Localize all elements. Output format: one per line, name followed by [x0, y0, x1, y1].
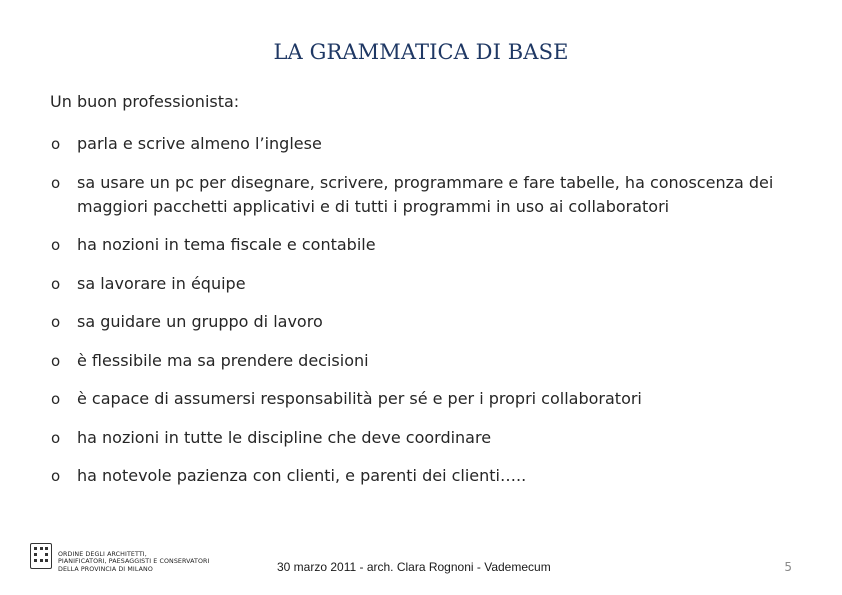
list-item-text: è capace di assumersi responsabilità per sé e per i propri collaboratori: [77, 389, 642, 408]
list-item: [50, 349, 790, 373]
list-item-text: ha nozioni in tema fiscale e contabile: [77, 235, 376, 254]
list-item-text: è flessibile ma sa prendere decisioni: [77, 350, 369, 370]
bullet-marker: o: [51, 274, 61, 293]
intro-text: Un buon professionista:: [50, 92, 240, 111]
bullet-marker: o: [51, 467, 61, 485]
footer-text: 30 marzo 2011 - arch. Clara Rognoni - Vademecum: [277, 560, 551, 574]
list-item: [50, 464, 790, 488]
list-item: [50, 310, 790, 334]
page-title: LA GRAMMATICA DI BASE: [273, 40, 569, 64]
bullet-marker: o: [51, 135, 61, 153]
logo-line: ORDINE DEGLI ARCHITETTI,: [58, 551, 147, 558]
order-logo: [30, 541, 242, 589]
bullet-marker: o: [51, 236, 61, 254]
emblem-icon: [30, 543, 52, 569]
list-item: [50, 387, 790, 411]
logo-line: DELLA PROVINCIA DI MILANO: [58, 565, 153, 573]
list-item: [50, 171, 790, 219]
bullet-marker: o: [51, 390, 61, 408]
list-item-text: ha nozioni in tutte le discipline che deve coordinare: [77, 427, 492, 447]
bullet-marker: o: [51, 173, 61, 192]
bullet-list: [50, 132, 790, 503]
list-item-text: parla e scrive almeno l’inglese: [77, 134, 322, 153]
bullet-marker: o: [51, 313, 61, 331]
list-item-text: ha notevole pazienza con clienti, e parenti dei clienti…..: [77, 466, 527, 485]
list-item: [50, 426, 790, 450]
bullet-marker: o: [51, 428, 61, 447]
list-item-text: sa lavorare in équipe: [77, 273, 246, 293]
bullet-marker: o: [51, 351, 61, 370]
list-item: [50, 272, 790, 296]
list-item-text: sa guidare un gruppo di lavoro: [77, 312, 323, 331]
logo-line: PIANIFICATORI, PAESAGGISTI E CONSERVATORI: [58, 558, 210, 566]
list-item: [50, 233, 790, 257]
logo-text: [58, 551, 209, 573]
list-item: [50, 132, 790, 156]
list-item-text: sa usare un pc per disegnare, scrivere, programmare e fare tabelle, ha conoscenza dei maggiori pacchetti applicativi e di tutti i programmi in uso ai collaboratori: [77, 172, 774, 216]
page-number: 5: [784, 560, 792, 574]
